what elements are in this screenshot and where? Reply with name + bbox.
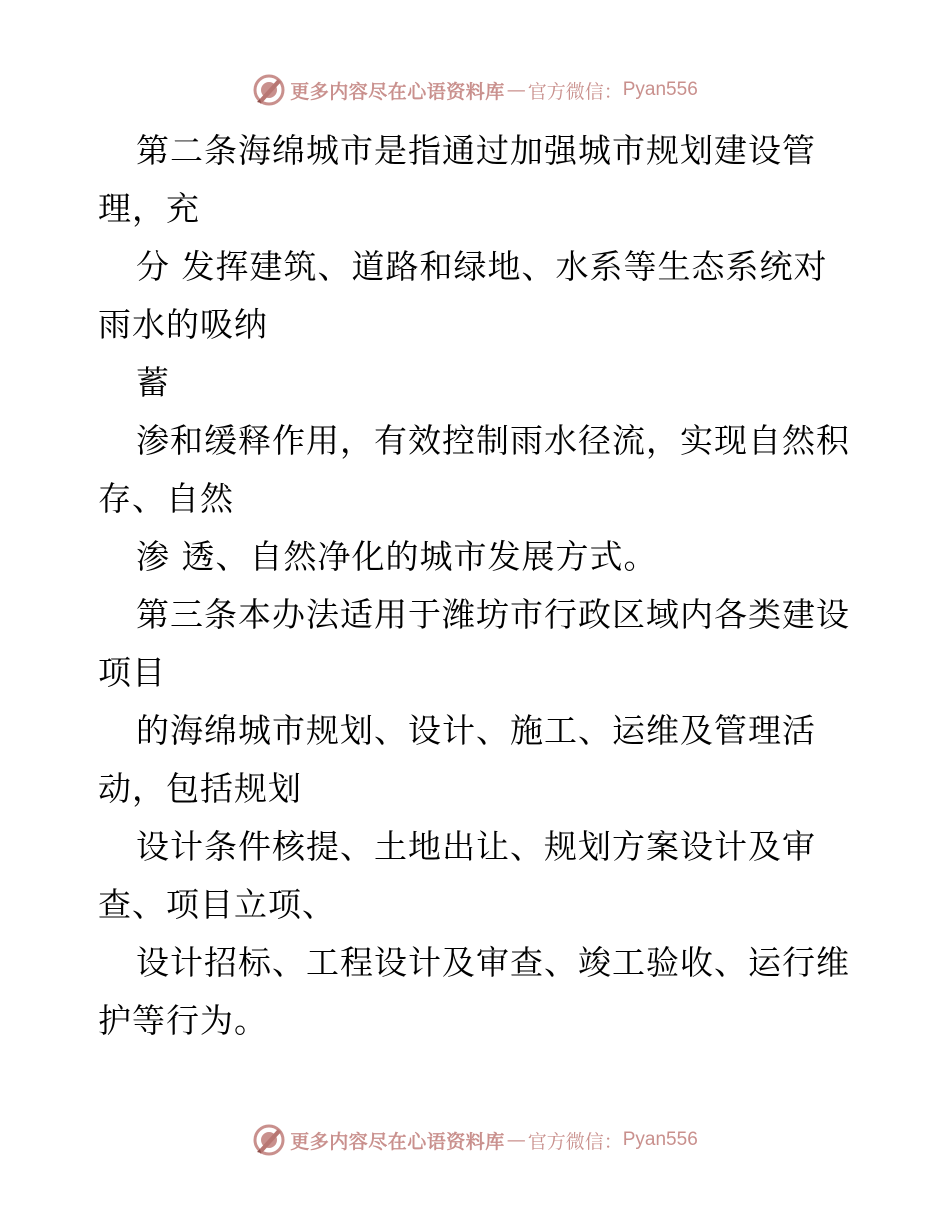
text-line: 蓄 (136, 363, 170, 402)
watermark-wechat-id: Pyan556 (622, 1129, 698, 1150)
watermark-wechat-id: Pyan556 (622, 79, 698, 100)
watermark-text: 更多内容尽在心语资料库 (290, 80, 505, 103)
pen-logo-icon (252, 1123, 286, 1157)
text-line: 的海绵城市规划、设计、施工、运维及管理活 (136, 711, 816, 750)
watermark-text: 更多内容尽在心语资料库 (290, 1130, 505, 1153)
text-line: 分 发挥建筑、道路和绿地、水系等生态系统对 (136, 247, 828, 286)
pen-logo-icon (252, 73, 286, 107)
text-line: 理，充 (98, 189, 200, 228)
text-line: 存、自然 (98, 479, 234, 518)
text-line: 设计条件核提、土地出让、规划方案设计及审 (136, 827, 816, 866)
text-line: 渗 透、自然净化的城市发展方式。 (136, 537, 658, 576)
text-line: 第二条海绵城市是指通过加强城市规划建设管 (136, 131, 816, 170)
text-line: 设计招标、工程设计及审查、竣工验收、运行维 (136, 943, 850, 982)
text-line: 项目 (98, 653, 166, 692)
watermark-wechat-label: 官方微信： (527, 1130, 623, 1153)
text-line: 动，包括规划 (98, 769, 302, 808)
watermark-dash: — (506, 79, 526, 101)
document-body (98, 122, 858, 1050)
watermark-dash: — (506, 1129, 526, 1151)
watermark-wechat-label: 官方微信： (527, 80, 623, 103)
text-line: 第三条本办法适用于潍坊市行政区域内各类建设 (136, 595, 850, 634)
text-line: 渗和缓释作用，有效控制雨水径流，实现自然积 (136, 421, 850, 460)
header-watermark (0, 70, 950, 110)
text-line: 雨水的吸纳 (98, 305, 268, 344)
text-line: 查、项目立项、 (98, 885, 336, 924)
footer-watermark (0, 1120, 950, 1160)
text-line: 护等行为。 (98, 1001, 268, 1040)
